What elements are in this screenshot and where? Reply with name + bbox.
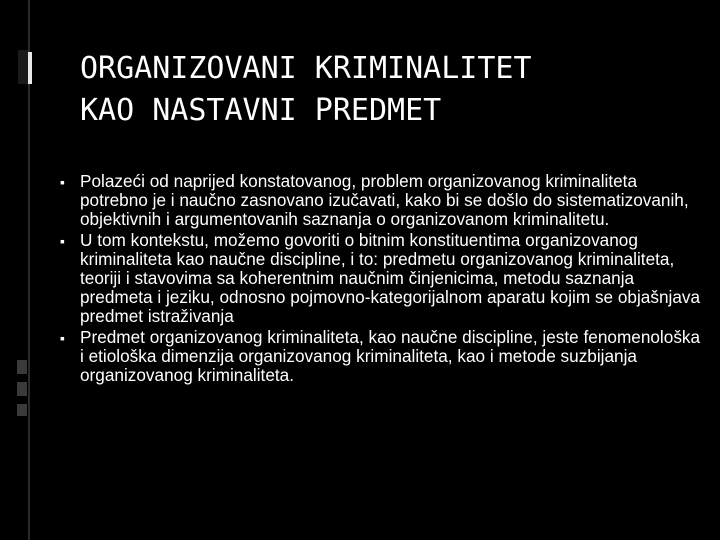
bullet-item-3: [58, 328, 708, 385]
bullet-text-3: Predmet organizovanog kriminaliteta, kao naučne discipline, jeste fenomenološka i etiološka dimenzija organizovanog kriminaliteta, kao i metode suzbijanja organizovanog kriminaliteta.: [80, 327, 701, 385]
slide-title-line-2: KAO NASTAVNI PREDMET: [80, 93, 442, 128]
square-bullet-icon: ▪: [60, 174, 65, 190]
bullet-text-2: U tom kontekstu, možemo govoriti o bitnim konstituentima organizovanog kriminaliteta kao naučne discipline, i to: predmetu organizovanog kriminaliteta, teoriji i stavovima sa koherentnim naučnim činjenicima, metodu saznanja predmeta i jeziku, odnosno pojmovno-kategorijalnom aparatu kojim se objašnjava predmet istraživanja: [80, 230, 701, 326]
decorative-square-2: [17, 382, 27, 396]
bullet-item-2: [58, 231, 708, 326]
bullet-item-1: [58, 172, 708, 229]
square-bullet-icon: ▪: [60, 233, 65, 249]
bullet-text-1: Polazeći od naprijed konstatovanog, problem organizovanog kriminaliteta potrebno je i naučno zasnovano izučavati, kako bi se došlo do sistematizovanih, objektivnih i argumentovanih saznanja o organizovanom kriminalitetu.: [80, 171, 689, 229]
slide-title: [80, 48, 700, 132]
title-accent-light-block: [28, 52, 32, 84]
title-accent-dark-block: [18, 50, 28, 84]
slide-title-line-1: ORGANIZOVANI KRIMINALITET: [80, 51, 532, 86]
bullet-list: [58, 172, 708, 387]
decorative-square-1: [17, 360, 27, 374]
square-bullet-icon: ▪: [60, 330, 65, 346]
decorative-square-3: [17, 404, 27, 416]
